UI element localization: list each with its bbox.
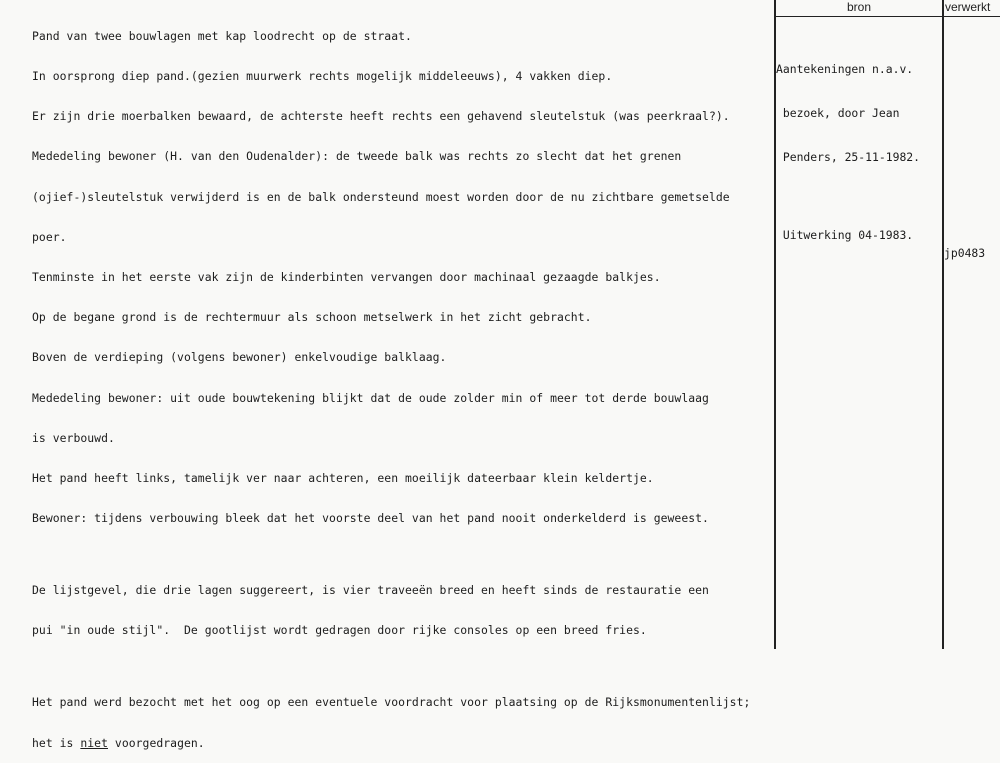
text-line: Het pand heeft links, tamelijk ver naar achteren, een moeilijk dateerbaar klein keldertje.	[32, 471, 654, 486]
text-line: poer.	[32, 229, 67, 244]
text-line: Op de begane grond is de rechtermuur als schoon metselwerk in het zicht gebracht.	[32, 310, 592, 325]
text-line: Er zijn drie moerbalken bewaard, de achterste heeft rechts een gehavend sleutelstuk (was peerkraal?).	[32, 109, 730, 124]
text-line-final	[32, 737, 774, 750]
verwerkt-code: jp0483	[944, 247, 986, 260]
bron-line: Aantekeningen n.a.v.	[776, 62, 914, 77]
text-line: (ojief-)sleutelstuk verwijderd is en de balk ondersteund moest worden door de nu zichtbare gemetselde	[32, 189, 730, 204]
header-verwerkt: verwerkt	[945, 0, 991, 14]
text-line: Tenminste in het eerste vak zijn de kinderbinten vervangen door machinaal gezaagde balkjes.	[32, 270, 661, 285]
text-fragment: voorgedragen.	[108, 735, 205, 750]
underlined-word: niet	[80, 735, 108, 750]
bron-line: bezoek, door Jean	[776, 105, 900, 120]
text-line: De lijstgevel, die drie lagen suggereert, is vier traveeën breed en heeft sinds de restauratie een	[32, 583, 709, 598]
header-rule	[774, 16, 1000, 17]
text-line: pui "in oude stijl". De gootlijst wordt gedragen door rijke consoles op een breed fries.	[32, 623, 647, 638]
text-line: Pand van twee bouwlagen met kap loodrecht op de straat.	[32, 28, 412, 43]
header-bron: bron	[846, 0, 872, 14]
bron-line: Penders, 25-11-1982.	[776, 149, 921, 164]
text-line: Boven de verdieping (volgens bewoner) enkelvoudige balklaag.	[32, 350, 447, 365]
text-line: Bewoner: tijdens verbouwing bleek dat het voorste deel van het pand nooit onderkelderd is geweest.	[32, 511, 709, 526]
column-divider-verwerkt	[942, 0, 944, 649]
bron-line: Uitwerking 04-1983.	[776, 227, 914, 242]
text-line: is verbouwd.	[32, 430, 115, 445]
text-line: Mededeling bewoner: uit oude bouwtekening blijkt dat de oude zolder min of meer tot derde bouwlaag	[32, 390, 709, 405]
text-line: Mededeling bewoner (H. van den Oudenalder): de tweede balk was rechts zo slecht dat het grenen	[32, 149, 682, 164]
text-fragment: het is	[32, 735, 81, 750]
bron-column	[776, 33, 942, 257]
main-text	[32, 3, 774, 763]
text-line: In oorsprong diep pand.(gezien muurwerk rechts mogelijk middeleeuws), 4 vakken diep.	[32, 69, 613, 84]
text-line: Het pand werd bezocht met het oog op een eventuele voordracht voor plaatsing op de Rijksmonumentenlijst;	[32, 695, 751, 710]
